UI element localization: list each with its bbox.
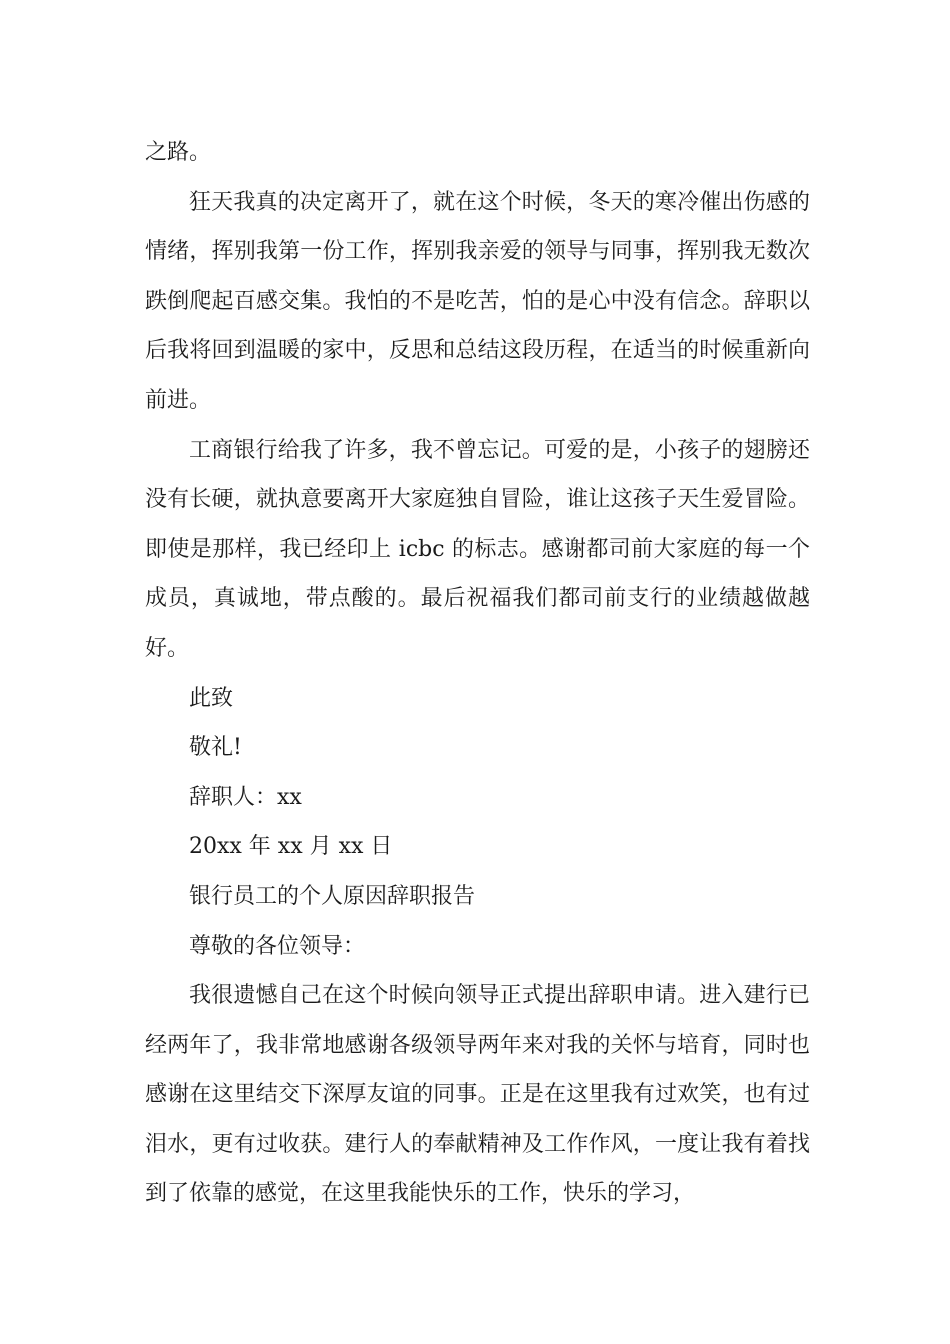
section-title: 银行员工的个人原因辞职报告 [189, 883, 476, 909]
document-body [145, 128, 810, 1219]
paragraph-gratitude: 工商银行给我了许多，我不曾忘记。可爱的是，小孩子的翅膀还没有长硬，就执意要离开大家庭独自冒险，谁让这孩子天生爱冒险。即使是那样，我已经印上 icbc 的标志。感谢都司前大家庭的每一个成员，真诚地，带点酸的。最后祝福我们都司前支行的业绩越做越好。 [145, 437, 810, 661]
signature-name: 辞职人：xx [189, 784, 302, 810]
paragraph-decision: 狂天我真的决定离开了，就在这个时候，冬天的寒冷催出伤感的情绪，挥别我第一份工作，挥别我亲爱的领导与同事，挥别我无数次跌倒爬起百感交集。我怕的不是吃苦，怕的是心中没有信念。辞职以后我将回到温暖的家中，反思和总结这段历程，在适当的时候重新向前进。 [145, 189, 810, 413]
paragraph-continuation: 之路。 [145, 140, 212, 165]
signature-date: 20xx 年 xx 月 xx 日 [189, 834, 393, 860]
closing-regards: 敬礼! [189, 735, 242, 761]
closing-salutation: 此致 [189, 685, 234, 711]
letter-greeting: 尊敬的各位领导： [189, 933, 366, 959]
paragraph-resignation: 我很遗憾自己在这个时候向领导正式提出辞职申请。进入建行已经两年了，我非常地感谢各级领导两年来对我的关怀与培育，同时也感谢在这里结交下深厚友谊的同事。正是在这里我有过欢笑，也有过泪水，更有过收获。建行人的奉献精神及工作作风，一度让我有着找到了依靠的感觉，在这里我能快乐的工作，快乐的学习， [145, 983, 810, 1207]
